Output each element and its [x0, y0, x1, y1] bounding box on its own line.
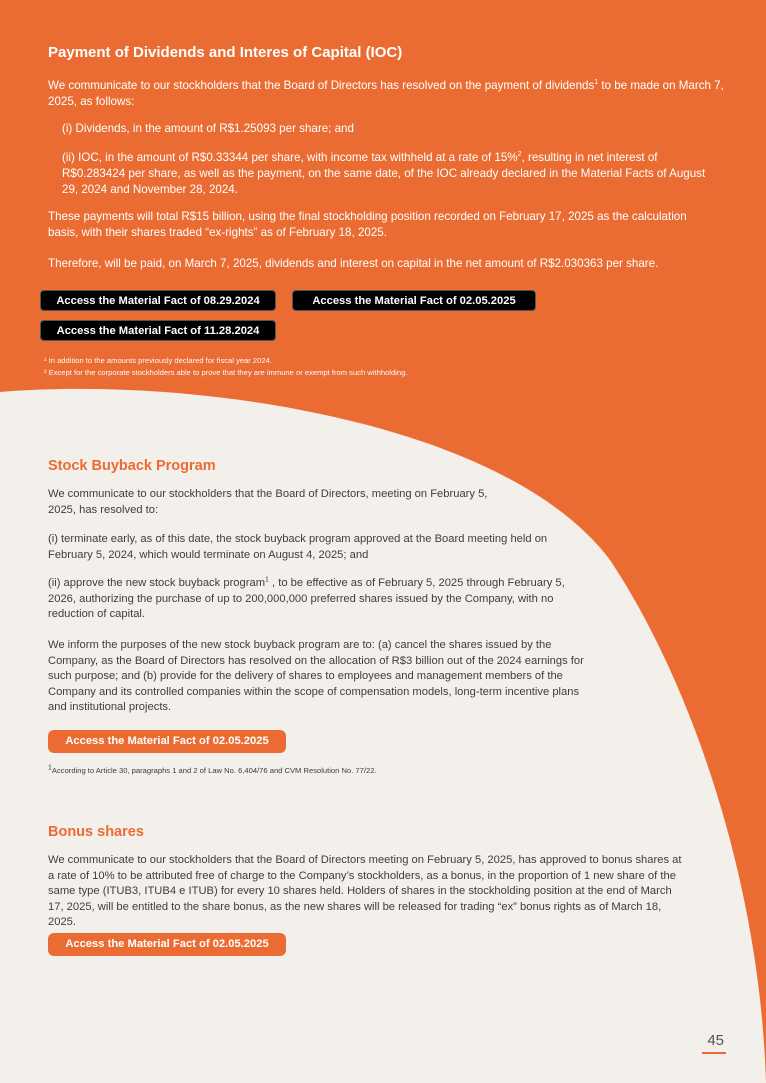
buyback-intro: We communicate to our stockholders that the Board of Directors, meeting on February 5, 2025, has resolved to:: [48, 488, 488, 516]
footnote-marker: 1: [48, 764, 52, 772]
buyback-footnote: [48, 766, 377, 776]
dividends-intro-text-end: to be made on March 7, 2025, as follows:: [48, 79, 724, 108]
dividends-footnote-1: ¹ In addition to the amounts previously declared for fiscal year 2024.: [44, 356, 272, 365]
buyback-material-fact-button[interactable]: Access the Material Fact of 02.05.2025: [48, 730, 286, 753]
dividends-intro: [48, 78, 724, 110]
buyback-item-2-text-end: , to be effective as of February 5, 2025 through February 5, 2026, authorizing the purchase of up to 200,000,000 preferred shares issued by the Company, with no reduction of capital.: [48, 577, 565, 620]
dividends-item-2: [62, 150, 722, 198]
page-number-underline: [702, 1052, 726, 1054]
buyback-footnote-text: According to Article 30, paragraphs 1 and 2 of Law No. 6,404/76 and CVM Resolution No. 77/22.: [51, 766, 377, 775]
buyback-item-2-text: (ii) approve the new stock buyback program: [48, 577, 266, 589]
material-fact-02-05-2025-button[interactable]: Access the Material Fact of 02.05.2025: [292, 290, 536, 311]
dividends-item-1: (i) Dividends, in the amount of R$1.25093 per share; and: [62, 122, 354, 135]
dividends-therefore-paragraph: Therefore, will be paid, on March 7, 2025, dividends and interest on capital in the net amount of R$2.030363 per share.: [48, 257, 659, 270]
dividends-intro-text: We communicate to our stockholders that the Board of Directors has resolved on the payment of dividends: [48, 79, 595, 92]
footnote-marker: 1: [265, 576, 269, 584]
buyback-purposes: We inform the purposes of the new stock buyback program are to: (a) cancel the shares issued by the Company, as the Board of Directors has resolved on the allocation of R$3 billion out of the 2024 earnings for such purpose; and (b) provide for the delivery of shares to employees and management members of the Company and its controlled companies within the scope of compensation models, long-term incentive plans and institutional projects.: [48, 639, 584, 713]
buyback-item-2: [48, 576, 578, 623]
dividends-footnote-2: ² Except for the corporate stockholders able to prove that they are immune or exempt from such withholding.: [44, 368, 408, 377]
bonus-title: Bonus shares: [48, 824, 144, 840]
material-fact-08-29-2024-button[interactable]: Access the Material Fact of 08.29.2024: [40, 290, 276, 311]
page-number: 45: [707, 1032, 724, 1049]
footnote-marker: 1: [594, 79, 599, 87]
buyback-item-1: (i) terminate early, as of this date, the stock buyback program approved at the Board meeting held on February 5, 2024, which would terminate on August 4, 2025; and: [48, 533, 548, 561]
footnote-marker: 2: [517, 151, 522, 159]
bonus-material-fact-button[interactable]: Access the Material Fact of 02.05.2025: [48, 933, 286, 956]
material-fact-11-28-2024-button[interactable]: Access the Material Fact of 11.28.2024: [40, 320, 276, 341]
dividends-total-paragraph: These payments will total R$15 billion, using the final stockholding position recorded on February 17, 2025 as the calculation basis, with their shares traded “ex-rights” as of February 18, 2025.: [48, 210, 687, 239]
buyback-title: Stock Buyback Program: [48, 458, 216, 474]
dividends-item-2-text-end: , resulting in net interest of R$0.283424 per share, as well as the payment, on the same date, of the IOC already declared in the Material Facts of August 29, 2024 and November 28, 2024.: [62, 151, 706, 196]
dividends-item-2-text: (ii) IOC, in the amount of R$0.33344 per share, with income tax withheld at a rate of 15%: [62, 151, 518, 164]
dividends-title: Payment of Dividends and Interes of Capital (IOC): [48, 44, 403, 61]
bonus-text: We communicate to our stockholders that the Board of Directors meeting on February 5, 2025, has approved to bonus shares at a rate of 10% to be attributed free of charge to the Company’s stockholders, as a bonus, in the proportion of 1 new share of the same type (ITUB3, ITUB4 e ITUB) for every 10 shares held. Holders of shares in the stockholding position at the end of March 17, 2025, will be entitled to the share bonus, as the new shares will be released for trading “ex” bonus rights as of March 18, 2025.: [48, 854, 682, 928]
